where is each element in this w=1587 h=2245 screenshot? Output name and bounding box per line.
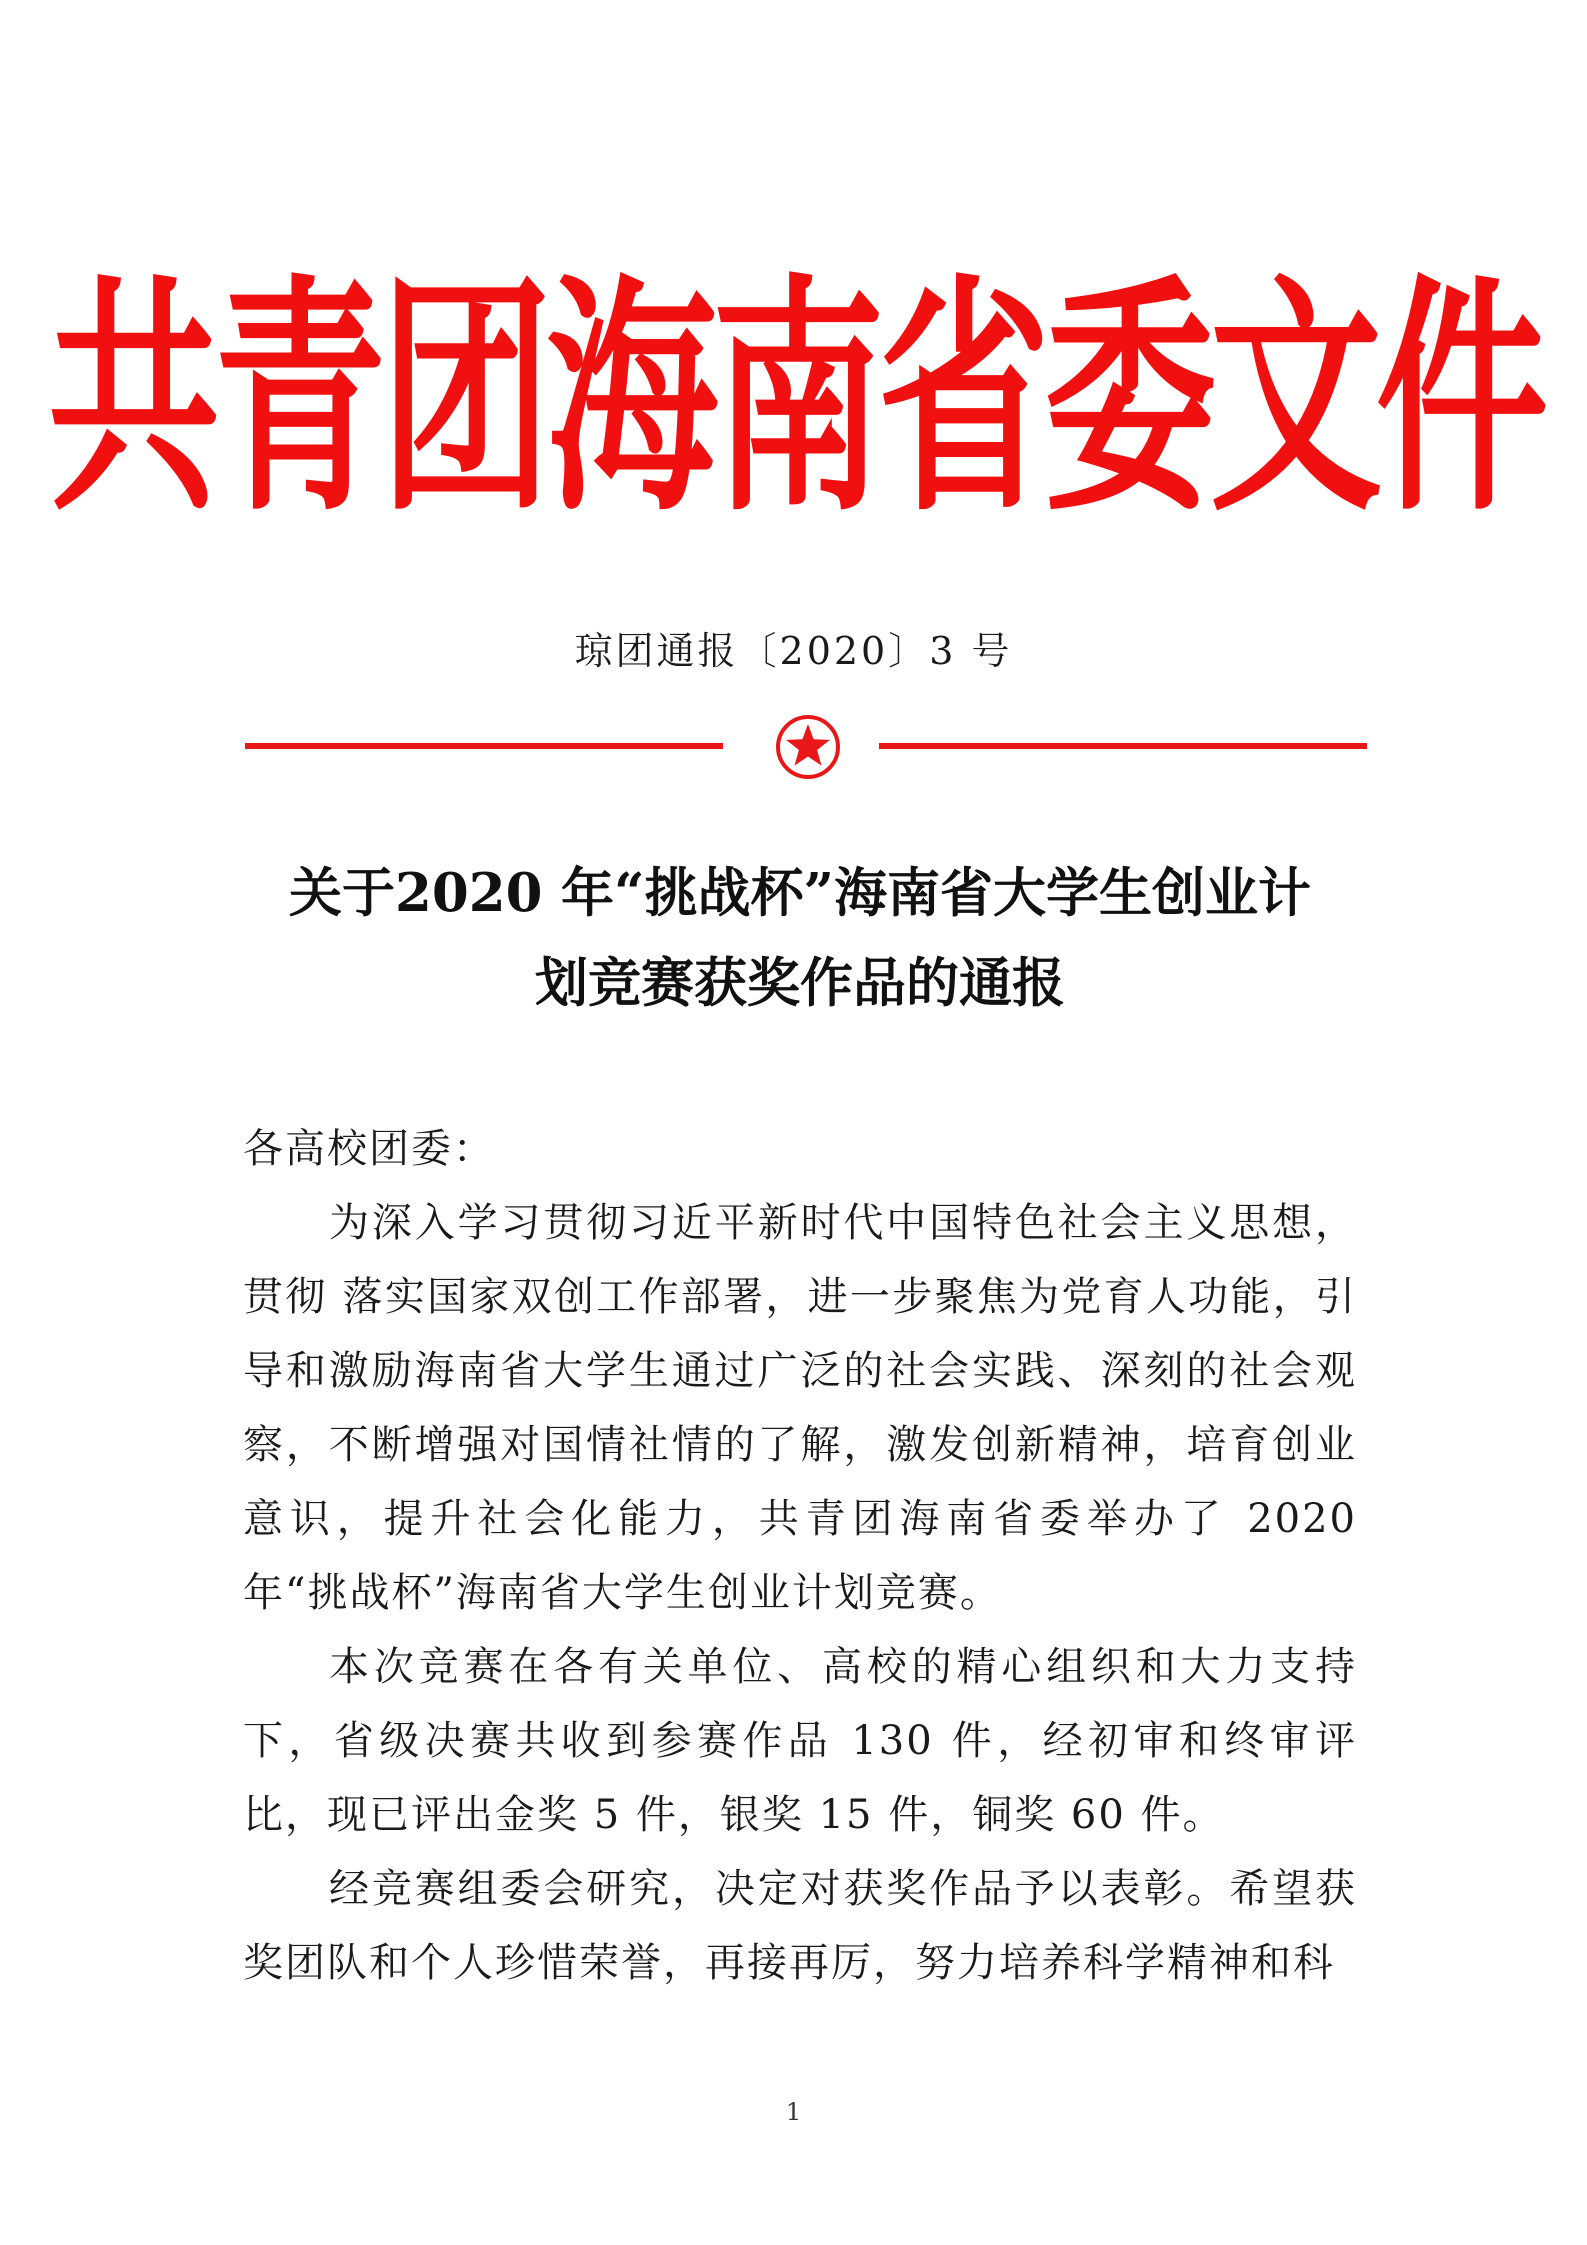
title-line-1: 关于2020 年“挑战杯”海南省大学生创业计	[289, 862, 1311, 924]
masthead-title: 共青团海南省委文件	[48, 253, 1542, 545]
document-body	[243, 1112, 1357, 2000]
page-number: 1	[785, 2098, 802, 2126]
document-number: 琼团通报〔2020〕3 号	[574, 629, 1013, 673]
salutation: 各高校团委：	[243, 1126, 495, 1172]
red-divider	[245, 712, 1367, 782]
paragraph-1: 为深入学习贯彻习近平新时代中国特色社会主义思想，贯彻 落实国家双创工作部署，进一步聚焦为党育人功能，引导和激励海南省大学生通过广泛的社会实践、深刻的社会观察，不断增强对国情社情的了解，激发创新精神，培育创业意识，提升社会化能力，共青团海南省委举办了 2020 年“挑战杯”海南省大学生创业计划竞赛。	[243, 1200, 1357, 1616]
title-line-2: 划竞赛获奖作品的通报	[535, 952, 1065, 1014]
paragraph-3: 经竞赛组委会研究，决定对获奖作品予以表彰。希望获奖团队和个人珍惜荣誉，再接再厉，努力培养科学精神和科	[243, 1866, 1357, 1986]
paragraph-2: 本次竞赛在各有关单位、高校的精心组织和大力支持下，省级决赛共收到参赛作品 130 件，经初审和终审评比，现已评出金奖 5 件，银奖 15 件，铜奖 60 件。	[243, 1644, 1357, 1838]
masthead	[48, 253, 1542, 545]
document-title	[240, 848, 1360, 1028]
red-star-icon	[773, 712, 843, 782]
divider-line-left	[245, 743, 723, 749]
divider-line-right	[879, 743, 1367, 749]
